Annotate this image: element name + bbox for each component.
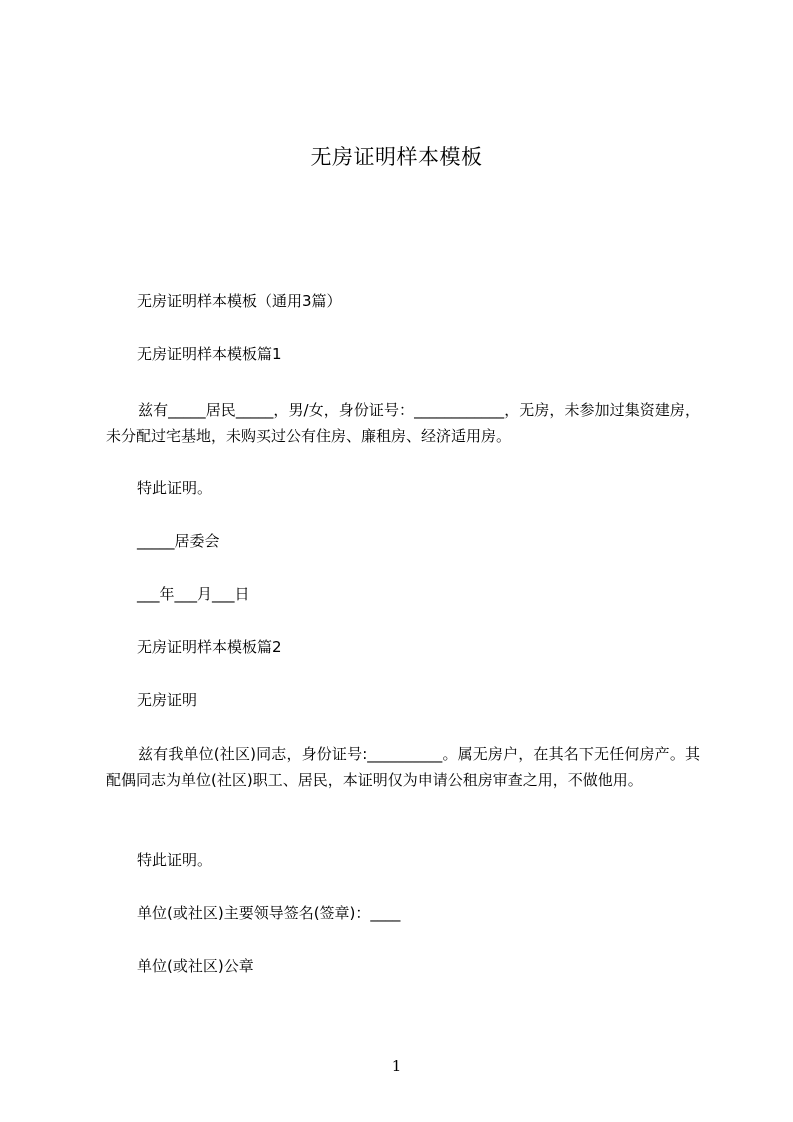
section1-date: ___年___月___日 bbox=[137, 585, 250, 603]
section2-body bbox=[106, 741, 700, 793]
page-number: 1 bbox=[391, 1057, 402, 1075]
section1-heading: 无房证明样本模板篇1 bbox=[137, 345, 282, 363]
section2-seal: 单位(或社区)公章 bbox=[137, 957, 254, 975]
section1-closing: 特此证明。 bbox=[137, 479, 213, 497]
document-title: 无房证明样本模板 bbox=[310, 145, 483, 169]
section1-body bbox=[106, 397, 700, 449]
section1-body-text: 兹有_____居民_____，男/女，身份证号：____________，无房，未参加过集资建房，未分配过宅基地，未购买过公有住房、廉租房、经济适用房。 bbox=[106, 401, 700, 445]
section2-subtitle: 无房证明 bbox=[137, 691, 198, 709]
section2-closing: 特此证明。 bbox=[137, 851, 213, 869]
section2-leader-sign: 单位(或社区)主要领导签名(签章)：____ bbox=[137, 904, 401, 922]
section2-body-text: 兹有我单位(社区)同志，身份证号:__________。属无房户，在其名下无任何房产。其配偶同志为单位(社区)职工、居民，本证明仅为申请公租房审查之用，不做他用。 bbox=[106, 745, 700, 789]
section2-heading: 无房证明样本模板篇2 bbox=[137, 638, 282, 656]
section1-signature: _____居委会 bbox=[137, 532, 220, 550]
intro-line: 无房证明样本模板（通用3篇） bbox=[137, 292, 342, 310]
